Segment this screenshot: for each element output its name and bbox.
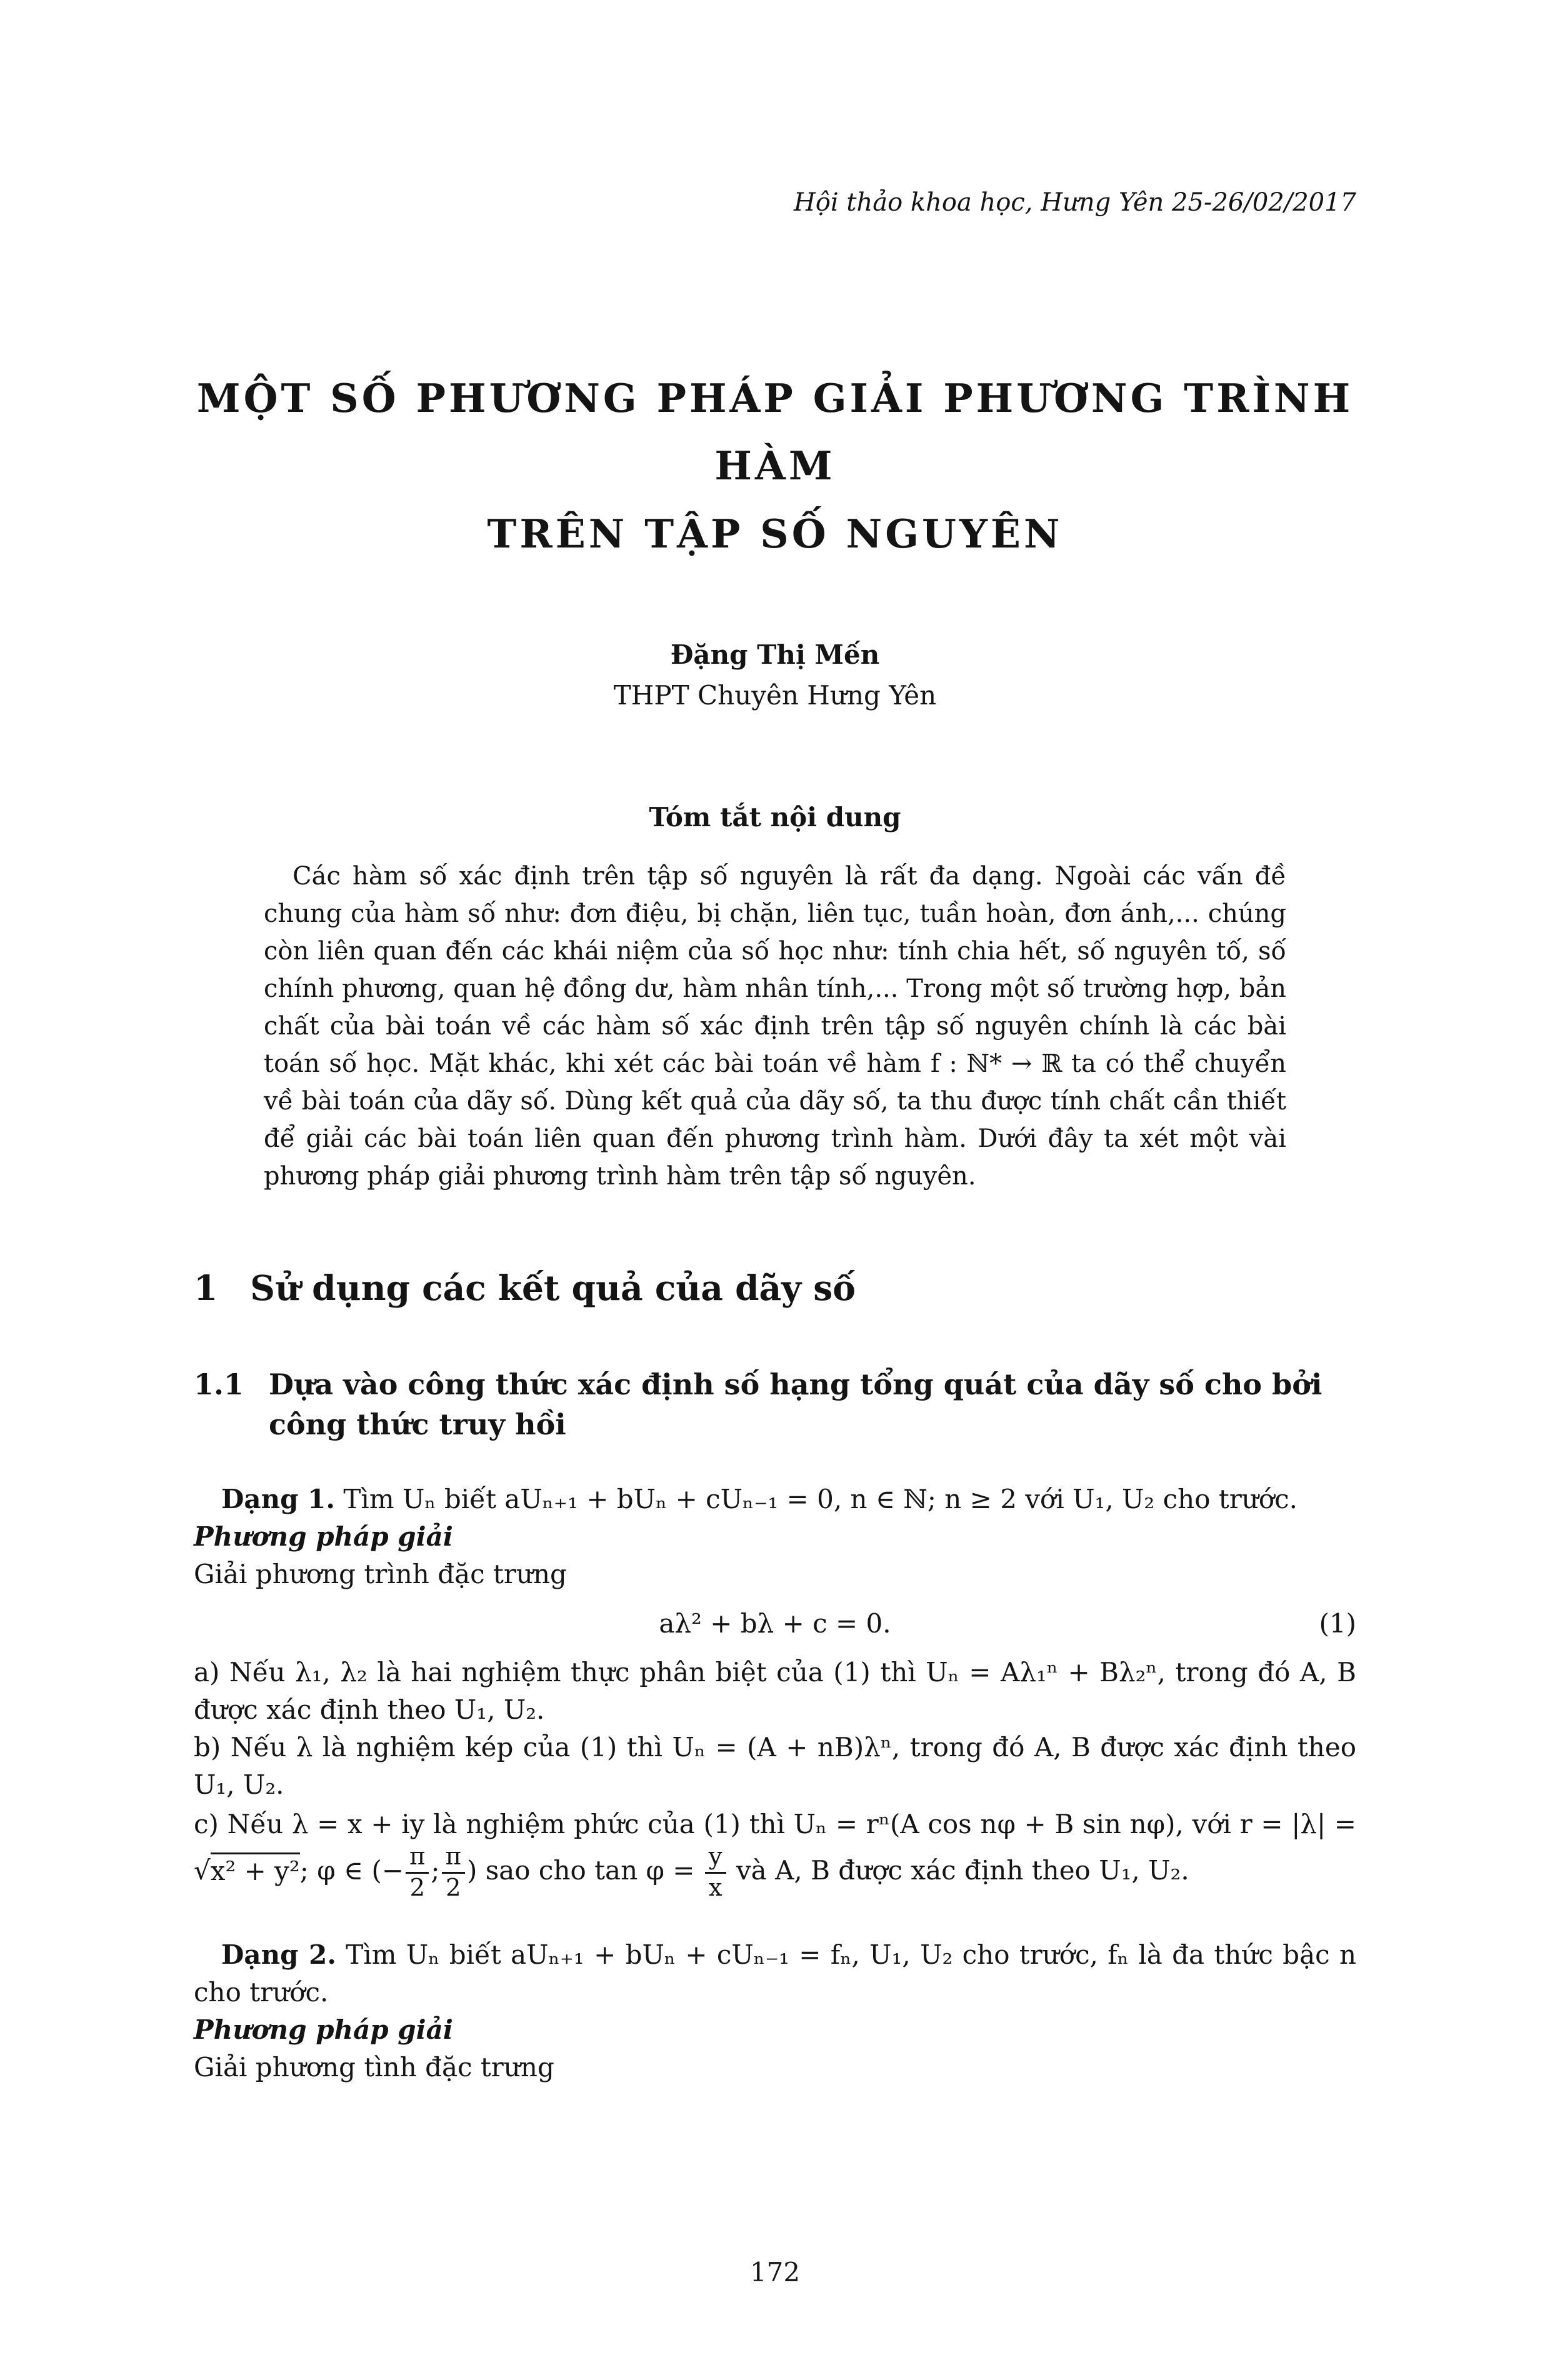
subsection-1-1-heading	[194, 1365, 1356, 1444]
abstract-text: Các hàm số xác định trên tập số nguyên là rất đa dạng. Ngoài các vấn đề chung của hàm số như: đơn điệu, bị chặn, liên tục, tuần hoàn, đơn ánh,... chúng còn liên quan đến các khái niệm của số học như: tính chia hết, số nguyên tố, số chính phương, quan hệ đồng dư, hàm nhân tính,... Trong một số trường hợp, bản chất của bài toán về các hàm số xác định trên tập số nguyên chính là các bài toán số học. Mặt khác, khi xét các bài toán về hàm f : ℕ* → ℝ ta có thể chuyển về bài toán của dãy số. Dùng kết quả của dãy số, ta thu được tính chất cần thiết để giải các bài toán liên quan đến phương trình hàm. Dưới đây ta xét một vài phương pháp giải phương trình hàm trên tập số nguyên.	[264, 862, 1286, 1191]
author-name: Đặng Thị Mến	[670, 639, 880, 671]
subsection-1-1-title: Dựa vào công thức xác định số hạng tổng quát của dãy số cho bởi công thức truy hồi	[269, 1368, 1322, 1441]
paper-title	[194, 364, 1356, 568]
case-c-tail: và A, B được xác định theo U₁, U₂.	[728, 1855, 1189, 1886]
section-1-title: Sử dụng các kết quả của dãy số	[250, 1268, 856, 1309]
document-page	[0, 188, 1550, 2380]
fraction-numerator: π	[442, 1844, 465, 1874]
case-c-intro: c) Nếu λ = x + iy là nghiệm phức của (1) thì Uₙ = rⁿ(A cos nφ + B sin nφ), với	[194, 1809, 1240, 1840]
fraction-y-over-x	[705, 1844, 726, 1901]
dang-2-method-intro: Giải phương tình đặc trưng	[194, 2051, 554, 2082]
fraction-numerator: π	[406, 1844, 429, 1874]
fraction-denominator: 2	[409, 1874, 426, 1902]
dang-1-paragraph	[194, 1481, 1356, 1518]
equation-1-number: (1)	[1319, 1608, 1356, 1639]
paper-title-line-1: MỘT SỐ PHƯƠNG PHÁP GIẢI PHƯƠNG TRÌNH HÀM	[196, 375, 1354, 489]
dang-1-method-label: Phương pháp giải	[194, 1521, 453, 1552]
case-c-between-fracs: ;	[431, 1855, 440, 1886]
equation-1-row	[194, 1608, 1356, 1639]
case-c-paragraph	[194, 1804, 1356, 1901]
fraction-pi-over-2	[406, 1844, 429, 1901]
case-c-after-sqrt: ; φ ∈ (−	[299, 1855, 404, 1886]
subsection-1-1-number: 1.1	[194, 1368, 244, 1402]
paper-title-line-2: TRÊN TẬP SỐ NGUYÊN	[487, 510, 1063, 557]
fraction-denominator: x	[708, 1874, 722, 1902]
section-1-number: 1	[194, 1268, 218, 1309]
dang-1-statement: Tìm Uₙ biết aUₙ₊₁ + bUₙ + cUₙ₋₁ = 0, n ∈ ℕ; n ≥ 2 với U₁, U₂ cho trước.	[335, 1484, 1298, 1515]
dang-2-label: Dạng 2.	[221, 1939, 336, 1970]
characteristic-equation: aλ² + bλ + c = 0.	[659, 1608, 891, 1639]
fraction-denominator: 2	[445, 1874, 461, 1902]
section-1-heading	[194, 1268, 1356, 1309]
sqrt-icon: √	[194, 1855, 211, 1886]
fraction-numerator: y	[705, 1844, 726, 1874]
case-a-paragraph: a) Nếu λ₁, λ₂ là hai nghiệm thực phân biệt của (1) thì Uₙ = Aλ₁ⁿ + Bλ₂ⁿ, trong đó A, B được xác định theo U₁, U₂.	[194, 1657, 1356, 1726]
page-number: 172	[749, 2257, 801, 2288]
dang-1-method-intro: Giải phương trình đặc trưng	[194, 1559, 567, 1590]
dang-2-statement: Tìm Uₙ biết aUₙ₊₁ + bUₙ + cUₙ₋₁ = fₙ, U₁, U₂ cho trước, fₙ là đa thức bậc n cho trước.	[194, 1939, 1356, 2008]
header-conference-info: Hội thảo khoa học, Hưng Yên 25-26/02/2017	[793, 188, 1356, 217]
dang-2-paragraph	[194, 1936, 1356, 2011]
fraction-pi-over-2	[442, 1844, 465, 1901]
dang-2-method-label: Phương pháp giải	[194, 2014, 453, 2045]
abstract-heading: Tóm tắt nội dung	[649, 802, 901, 833]
case-c-after-fracs: ) sao cho tan φ =	[466, 1855, 703, 1886]
author-affiliation: THPT Chuyên Hưng Yên	[613, 680, 937, 711]
sqrt-radicand: x² + y²	[211, 1852, 300, 1886]
case-c-r-equals: r = |λ| =	[1239, 1809, 1356, 1840]
case-b-paragraph: b) Nếu λ là nghiệm kép của (1) thì Uₙ = (A + nB)λⁿ, trong đó A, B được xác định theo U₁, U₂.	[194, 1732, 1356, 1801]
dang-1-label: Dạng 1.	[221, 1484, 336, 1515]
